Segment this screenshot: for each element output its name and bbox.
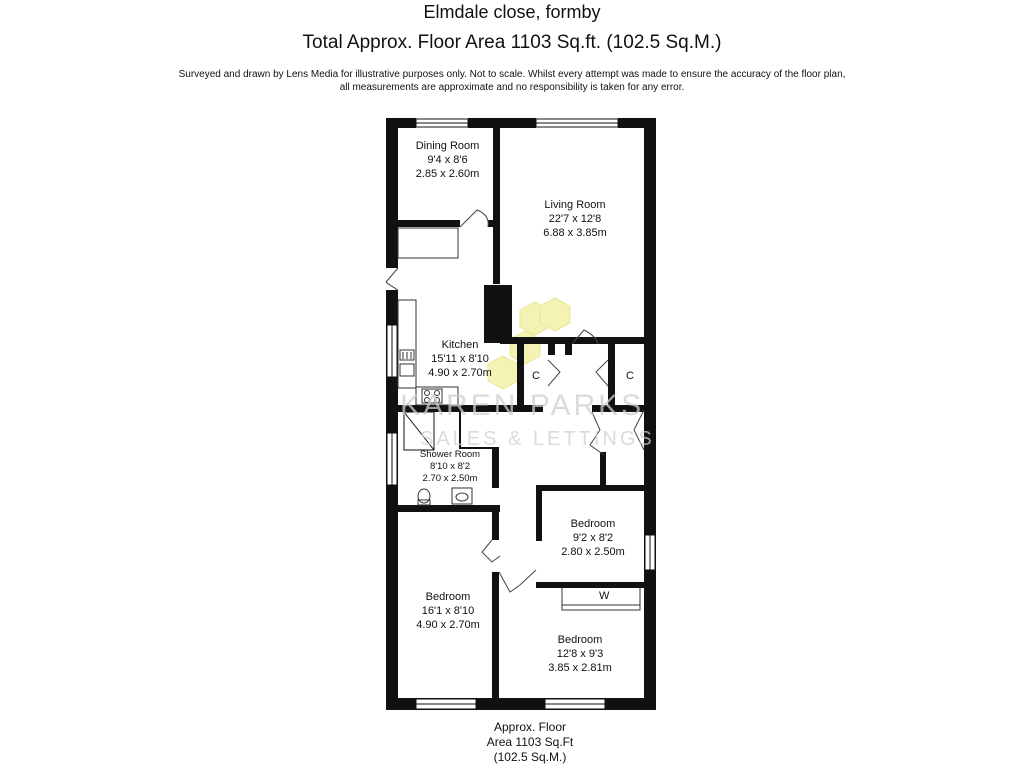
room-name: Living Room bbox=[544, 199, 606, 211]
room-name: Bedroom bbox=[570, 518, 616, 530]
disclaimer-line-2: all measurements are approximate and no responsibility is taken for any error. bbox=[339, 82, 685, 93]
room-label-shower bbox=[405, 449, 495, 485]
footer-line-2: Area 1103 Sq.Ft bbox=[486, 735, 574, 749]
room-metric: 4.90 x 2.70m bbox=[416, 619, 480, 631]
room-label-living bbox=[520, 198, 630, 240]
room-name: Dining Room bbox=[415, 140, 480, 152]
room-imperial: 16'1 x 8'10 bbox=[421, 605, 475, 617]
room-label-bedroom-left bbox=[398, 590, 498, 632]
room-imperial: 9'2 x 8'2 bbox=[572, 532, 614, 544]
room-label-bedroom-bottom bbox=[530, 633, 630, 675]
room-metric: 6.88 x 3.85m bbox=[543, 227, 607, 239]
cupboard-label-1: C bbox=[532, 370, 540, 382]
room-label-dining bbox=[400, 139, 495, 181]
room-name: Kitchen bbox=[441, 339, 479, 351]
plan-title: Elmdale close, formby bbox=[423, 2, 601, 22]
bathroom-fittings bbox=[418, 488, 472, 505]
floor-area-subtitle: Total Approx. Floor Area 1103 Sq.ft. (102.5 Sq.M.) bbox=[302, 32, 722, 53]
wardrobe-label: W bbox=[599, 590, 610, 602]
floor-area-footer bbox=[430, 720, 630, 765]
footer-line-3: (102.5 Sq.M.) bbox=[493, 750, 567, 764]
room-name: Bedroom bbox=[425, 591, 471, 603]
room-label-bedroom-right bbox=[543, 517, 643, 559]
room-name: Bedroom bbox=[557, 634, 603, 646]
cupboard-label-2: C bbox=[626, 370, 634, 382]
room-imperial: 15'11 x 8'10 bbox=[431, 353, 489, 365]
footer-line-1: Approx. Floor bbox=[493, 720, 567, 734]
disclaimer-line-1: Surveyed and drawn by Lens Media for illustrative purposes only. Not to scale. Whilst every attempt was made to ensure the accuracy of the floor plan, bbox=[178, 69, 846, 80]
room-imperial: 12'8 x 9'3 bbox=[556, 648, 604, 660]
room-imperial: 22'7 x 12'8 bbox=[548, 213, 602, 225]
room-label-kitchen bbox=[405, 338, 515, 380]
room-metric: 2.70 x 2.50m bbox=[422, 473, 478, 484]
room-imperial: 9'4 x 8'6 bbox=[427, 154, 468, 166]
room-metric: 4.90 x 2.70m bbox=[428, 367, 492, 379]
room-metric: 3.85 x 2.81m bbox=[548, 662, 612, 674]
room-imperial: 8'10 x 8'2 bbox=[429, 461, 471, 472]
watermark-tagline: SALES & LETTINGS bbox=[420, 428, 655, 450]
room-metric: 2.85 x 2.60m bbox=[415, 168, 480, 180]
room-name: Shower Room bbox=[419, 449, 481, 460]
watermark-brand: KAREN PARKS bbox=[400, 389, 645, 422]
room-metric: 2.80 x 2.50m bbox=[561, 546, 625, 558]
